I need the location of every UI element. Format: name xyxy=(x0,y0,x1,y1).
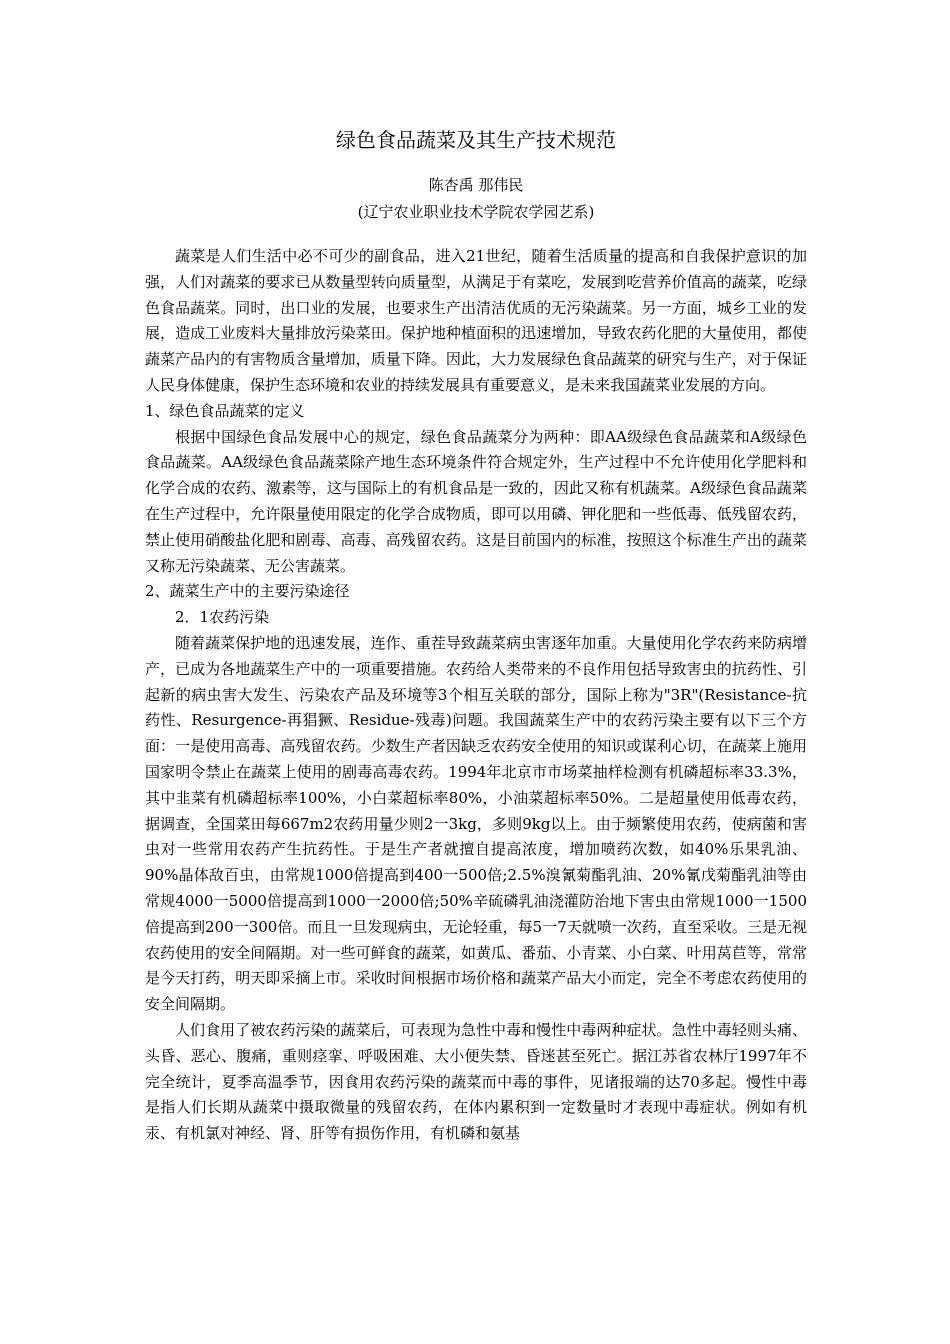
authors: 陈杏禹 那伟民 xyxy=(428,176,524,194)
subsection-heading-2-1: 2．1农药污染 xyxy=(175,608,270,627)
subsection-2-1-paragraph-2: 人们食用了被农药污染的蔬菜后，可表现为急性中毒和慢性中毒两种症状。急性中毒轻则头痛、头昏、恶心、腹痛，重则痉挛、呼吸困难、大小便失禁、昏迷甚至死亡。据江苏省农林厅1997年不完全统计，夏季高温季节，因食用农药污染的蔬菜而中毒的事件，见诸报端的达70多起。慢性中毒是指人们长期从蔬菜中摄取微量的残留农药，在体内累积到一定数量时才表现中毒症状。例如有机汞、有机氯对神经、肾、肝等有损伤作用，有机磷和氨基 xyxy=(145,1020,807,1143)
section-heading-1: 1、绿色食品蔬菜的定义 xyxy=(145,401,305,420)
document-page xyxy=(145,120,807,1147)
affiliation: (辽宁农业职业技术学院农学园艺系) xyxy=(357,203,595,221)
intro-paragraph: 蔬菜是人们生活中必不可少的副食品，进入21世纪，随着生活质量的提高和自我保护意识的加强，人们对蔬菜的要求已从数量型转向质量型，从满足于有菜吃，发展到吃营养价值高的蔬菜，吃绿色食品蔬菜。同时，出口业的发展，也要求生产出清洁优质的无污染蔬菜。另一方面，城乡工业的发展，造成工业废料大量排放污染菜田。保护地种植面积的迅速增加，导致农药化肥的大量使用，都使蔬菜产品内的有害物质含量增加，质量下降。因此，大力发展绿色食品蔬菜的研究与生产，对于保证人民身体健康，保护生态环境和农业的持续发展具有重要意义，是未来我国蔬菜业发展的方向。 xyxy=(145,247,807,394)
section-heading-2: 2、蔬菜生产中的主要污染途径 xyxy=(145,582,350,601)
section-1-paragraph: 根据中国绿色食品发展中心的规定，绿色食品蔬菜分为两种：即AA级绿色食品蔬菜和A级绿色食品蔬菜。AA级绿色食品蔬菜除产地生态环境条件符合规定外，生产过程中不允许使用化学肥料和化学合成的农药、激素等，这与国际上的有机食品是一致的，因此又称有机蔬菜。A级绿色食品蔬菜在生产过程中，允许限量使用限定的化学合成物质，即可以用磷、钾化肥和一些低毒、低残留农药，禁止使用硝酸盐化肥和剧毒、高毒、高残留农药。这是目前国内的标准，按照这个标准生产出的蔬菜又称无污染蔬菜、无公害蔬菜。 xyxy=(145,427,807,575)
subsection-2-1-paragraph-1: 随着蔬菜保护地的迅速发展，连作、重茬导致蔬菜病虫害逐年加重。大量使用化学农药来防病增产，已成为各地蔬菜生产中的一项重要措施。农药给人类带来的不良作用包括导致害虫的抗药性、引起新的病虫害大发生、污染农产品及环境等3个相互关联的部分，国际上称为"3R"(Resistance-抗药性、Resurgence-再猖獗、Residue-残毒)问题。我国蔬菜生产中的农药污染主要有以下三个方面：一是使用高毒、高残留农药。少数生产者因缺乏农药安全使用的知识或谋利心切，在蔬菜上施用国家明令禁止在蔬菜上使用的剧毒高毒农药。1994年北京市市场菜抽样检测有机磷超标率33.3%，其中韭菜有机磷超标率100%，小白菜超标率80%，小油菜超标率50%。二是超量使用低毒农药，据调查，全国菜田每667m2农药用量少则2一3kg，多则9kg以上。由于频繁使用农药，使病菌和害虫对一些常用农药产生抗药性。于是生产者就擅自提高浓度，增加喷药次数，如40%乐果乳油、90%晶体敌百虫，由常规1000倍提高到400一500倍;2.5%溴氰菊酯乳油、20%氰戊菊酯乳油等由常规4000一5000倍提高到1000一2000倍;50%辛硫磷乳油浇灌防治地下害虫由常规1000一1500倍提高到200一300倍。而且一旦发现病虫，无论轻重，每5一7天就喷一次药，直至采收。三是无视农药使用的安全间隔期。对一些可鲜食的蔬菜，如黄瓜、番茄、小青菜、小白菜、叶用莴苣等，常常是今天打药，明天即采摘上市。采收时间根据市场价格和蔬菜产品大小而定，完全不考虑农药使用的安全间隔期。 xyxy=(145,633,807,1014)
document-title: 绿色食品蔬菜及其生产技术规范 xyxy=(336,128,616,152)
